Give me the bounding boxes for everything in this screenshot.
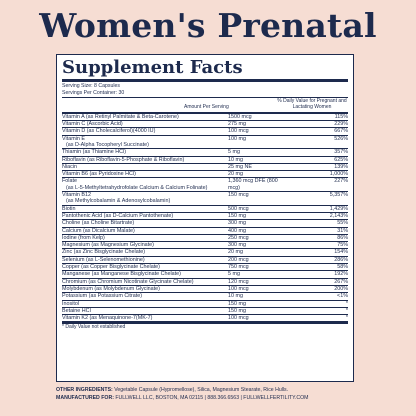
nutrient-amount: 100 mg	[228, 135, 246, 142]
footnote: * Daily Value not established	[62, 322, 348, 331]
nutrient-label: Inositol	[62, 300, 80, 307]
amount-header: Amount Per Serving	[184, 103, 229, 110]
nutrient-daily-value: *	[345, 307, 348, 314]
other-ingredients	[56, 386, 376, 394]
table-row	[62, 178, 348, 192]
nutrient-label: Zinc (as Zinc Bisglycinate Chelate)	[62, 249, 145, 256]
nutrient-label: Folate	[62, 178, 77, 185]
nutrient-label: Biotin	[62, 205, 76, 212]
nutrient-amount: 250 mcg	[228, 234, 249, 241]
nutrient-amount: 275 mg	[228, 121, 246, 128]
product-title: Women's Prenatal	[39, 6, 377, 45]
nutrient-label: Betaine HCl	[62, 307, 91, 314]
nutrient-label: Selenium (as L-Selenomethionine)	[62, 256, 145, 263]
column-header	[62, 97, 348, 114]
table-row	[62, 242, 348, 249]
table-row	[62, 164, 348, 171]
nutrient-daily-value: 55%	[337, 220, 348, 227]
nutrient-amount: 150 mg	[228, 300, 246, 307]
nutrient-label: Vitamin A (as Retinyl Palmitate & Beta-Carotene)	[62, 113, 179, 120]
nutrient-daily-value: 86%	[337, 234, 348, 241]
nutrient-name	[62, 171, 226, 177]
nutrient-daily-value: 75%	[337, 242, 348, 249]
serving-size: Serving Size: 8 Capsules	[62, 83, 120, 89]
nutrient-daily-value: 200%	[334, 285, 348, 292]
nutrient-daily-value: 286%	[334, 256, 348, 263]
nutrient-amount: 500 mcg	[228, 205, 249, 212]
nutrient-source: (as L-5-Methyltetrahydrofolate Calcium & Calcium Folinate)	[66, 184, 208, 191]
table-row	[62, 149, 348, 156]
nutrient-daily-value: 357%	[334, 149, 348, 156]
nutrient-label: Manganese (as Manganese Bisglycinate Chelate)	[62, 271, 181, 278]
nutrient-amount: 400 mg	[228, 227, 246, 234]
nutrient-daily-value: 31%	[337, 227, 348, 234]
table-row	[62, 286, 348, 293]
daily-value-header: % Daily Value for Pregnant and Lactating Women	[277, 98, 347, 110]
table-row	[62, 235, 348, 242]
nutrient-name	[62, 308, 226, 314]
nutrient-label: Vitamin B6 (as Pyridoxine HCl)	[62, 171, 136, 178]
table-row	[62, 249, 348, 256]
manufactured-for-label: MANUFACTURED FOR:	[56, 395, 114, 401]
table-row	[62, 301, 348, 308]
nutrient-name	[62, 220, 226, 226]
nutrient-label: Copper (as Copper Bisglycinate Chelate)	[62, 264, 160, 271]
nutrient-name	[62, 257, 226, 263]
nutrient-amount: 10 mg	[228, 293, 243, 300]
nutrient-label: Choline (as Choline Bitartrate)	[62, 220, 135, 227]
nutrient-table	[62, 114, 348, 323]
nutrient-name	[62, 178, 226, 191]
nutrient-daily-value: 227%	[334, 178, 348, 185]
nutrient-daily-value: 625%	[334, 156, 348, 163]
table-row	[62, 264, 348, 271]
nutrient-label: Magnesium (as Magnesium Glycinate)	[62, 242, 154, 249]
nutrient-label: Vitamin E	[62, 135, 85, 142]
nutrient-daily-value: 115%	[334, 113, 348, 120]
nutrient-name	[62, 249, 226, 255]
nutrient-source: (as Methylcobalamin & Adenosylcobalamin)	[66, 198, 171, 205]
nutrient-amount: 100 mcg	[228, 128, 249, 135]
nutrient-daily-value: <1%	[337, 293, 348, 300]
table-row	[62, 157, 348, 164]
nutrient-amount: 5 mg	[228, 149, 240, 156]
nutrient-label: Niacin	[62, 163, 77, 170]
table-row	[62, 220, 348, 227]
nutrient-name	[62, 213, 226, 219]
nutrient-label: Chromium (as Chromium Nicotinate Glycinate Chelate)	[62, 278, 194, 285]
nutrient-label: Pantothenic Acid (as D-Calcium Pantothenate)	[62, 212, 174, 219]
nutrient-amount: 5 mg	[228, 271, 240, 278]
table-row	[62, 213, 348, 220]
nutrient-source: (as D-Alpha Tocopheryl Succinate)	[66, 141, 149, 148]
supplement-facts-panel	[56, 54, 354, 382]
nutrient-label: Thiamin (as Thiamine HCl)	[62, 149, 127, 156]
nutrient-daily-value: 2,143%	[329, 212, 348, 219]
nutrient-amount: 750 mcg	[228, 264, 249, 271]
supplement-facts-heading: Supplement Facts	[62, 57, 243, 78]
nutrient-label: Molybdenum (as Molybdenum Glycinate)	[62, 285, 160, 292]
nutrient-name	[62, 293, 226, 299]
nutrient-daily-value: 5,357%	[329, 192, 348, 199]
nutrient-name	[62, 157, 226, 163]
table-row	[62, 206, 348, 213]
nutrient-amount: 10 mg	[228, 156, 243, 163]
nutrient-amount: 150 mg	[228, 212, 246, 219]
heading-rule	[62, 79, 348, 82]
nutrient-amount: 1,360 mcg DFE (800 mcg)	[228, 178, 278, 191]
nutrient-name	[62, 271, 226, 277]
manufactured-for	[56, 394, 376, 402]
nutrient-name	[62, 301, 226, 307]
nutrient-amount: 150 mg	[228, 307, 246, 314]
table-row	[62, 315, 348, 322]
table-row	[62, 171, 348, 178]
table-row	[62, 136, 348, 150]
nutrient-name	[62, 206, 226, 212]
nutrient-name	[62, 128, 226, 134]
nutrient-name	[62, 315, 226, 321]
nutrient-daily-value: 139%	[334, 163, 348, 170]
servings-per-container: Servings Per Container: 30	[62, 89, 125, 96]
nutrient-label: Vitamin B12	[62, 192, 91, 199]
nutrient-name	[62, 114, 226, 120]
nutrient-name	[62, 121, 226, 127]
nutrient-daily-value: *	[345, 300, 348, 307]
nutrient-name	[62, 136, 226, 149]
nutrient-amount: 1500 mcg	[228, 113, 252, 120]
nutrient-label: Iodine (from Kelp)	[62, 234, 105, 241]
manufactured-for-text: FULLWELL LLC, BOSTON, MA 02115 | 888.366.6563 | FULLWELLFERTILITY.COM	[115, 395, 309, 401]
table-row	[62, 271, 348, 278]
nutrient-name	[62, 286, 226, 292]
nutrient-amount: 20 mg	[228, 249, 243, 256]
table-row	[62, 293, 348, 300]
nutrient-label: Vitamin D (as Cholecalciferol)(4000 IU)	[62, 128, 156, 135]
nutrient-amount: 300 mg	[228, 220, 246, 227]
nutrient-daily-value: 154%	[334, 249, 348, 256]
nutrient-daily-value: 192%	[334, 271, 348, 278]
nutrient-name	[62, 228, 226, 234]
nutrient-amount: 100 mcg	[228, 315, 249, 322]
table-row	[62, 279, 348, 286]
nutrient-name	[62, 242, 226, 248]
nutrient-name	[62, 192, 226, 205]
nutrient-daily-value: *	[345, 315, 348, 322]
nutrient-daily-value: 526%	[334, 135, 348, 142]
ingredients-block	[56, 386, 376, 402]
table-row	[62, 114, 348, 121]
nutrient-name	[62, 264, 226, 270]
table-row	[62, 308, 348, 315]
nutrient-daily-value: 667%	[334, 128, 348, 135]
nutrient-amount: 120 mcg	[228, 278, 249, 285]
table-row	[62, 228, 348, 235]
other-ingredients-label: OTHER INGREDIENTS:	[56, 387, 113, 393]
nutrient-amount: 100 mcg	[228, 285, 249, 292]
nutrient-label: Vitamin K2 (as Menaquinone-7(MK-7)	[62, 315, 153, 322]
nutrient-name	[62, 279, 226, 285]
nutrient-daily-value: 1,429%	[329, 205, 348, 212]
nutrient-amount: 150 mcg	[228, 192, 249, 199]
table-row	[62, 257, 348, 264]
table-row	[62, 121, 348, 128]
nutrient-label: Vitamin C (Ascorbic Acid)	[62, 121, 123, 128]
nutrient-daily-value: 1,000%	[329, 171, 348, 178]
nutrient-amount: 20 mg	[228, 171, 243, 178]
nutrient-name	[62, 164, 226, 170]
nutrient-amount: 300 mg	[228, 242, 246, 249]
nutrient-label: Riboflavin (as Riboflavin-5-Phosphate & Riboflavin)	[62, 156, 185, 163]
nutrient-label: Potassium (as Potassium Citrate)	[62, 293, 142, 300]
nutrient-daily-value: 229%	[334, 121, 348, 128]
table-row	[62, 128, 348, 135]
nutrient-amount: 200 mcg	[228, 256, 249, 263]
nutrient-daily-value: 267%	[334, 278, 348, 285]
nutrient-daily-value: 58%	[337, 264, 348, 271]
nutrient-label: Calcium (as Dicalcium Malate)	[62, 227, 135, 234]
nutrient-name	[62, 149, 226, 155]
nutrient-name	[62, 235, 226, 241]
other-ingredients-text: Vegetable Capsule (Hypromellose), Silica, Magnesium Stearate, Rice Hulls.	[114, 387, 289, 393]
table-row	[62, 192, 348, 206]
nutrient-amount: 25 mg NE	[228, 163, 252, 170]
